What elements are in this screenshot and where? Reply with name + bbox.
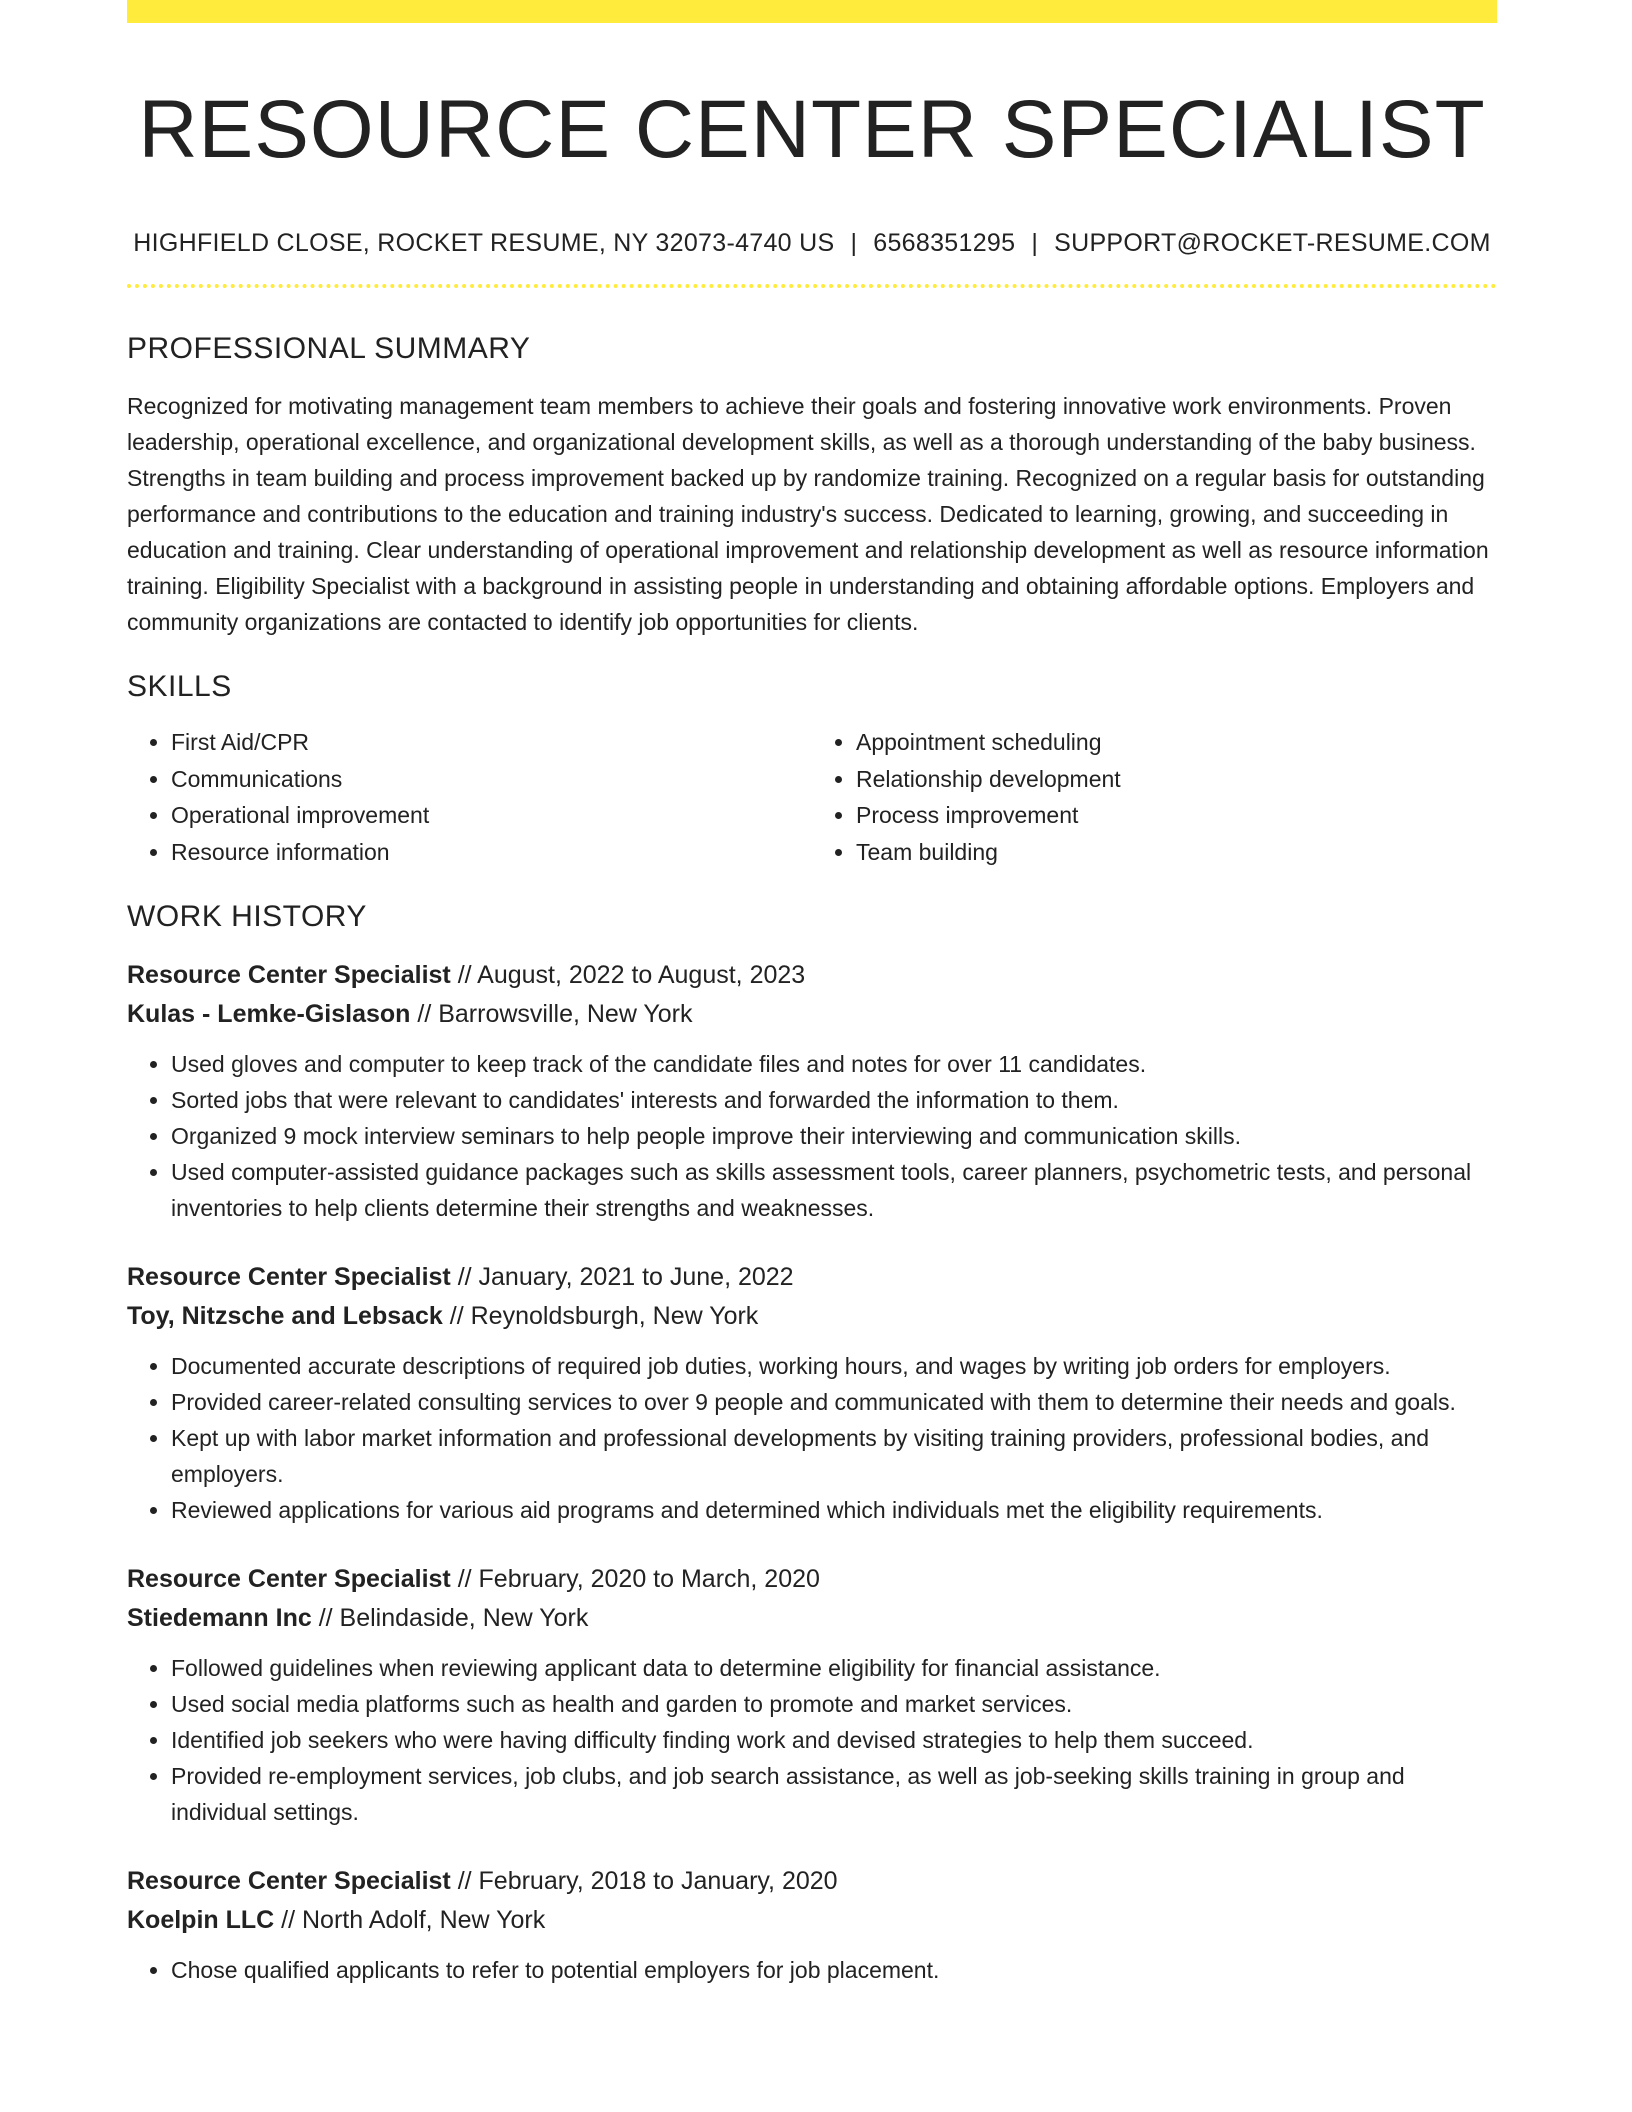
skill-item: • Appointment scheduling [856,724,1497,761]
job-entry [127,1258,1497,1528]
job-bullet: • Reviewed applications for various aid programs and determined which individuals met the eligibility requirements. [171,1492,1497,1528]
job-company: Toy, Nitzsche and Lebsack [127,1302,443,1331]
job-company-line [127,995,1497,1034]
job-bullet: • Used social media platforms such as health and garden to promote and market services. [171,1686,1497,1722]
job-title-line [127,956,1497,995]
skill-item: • Relationship development [856,761,1497,798]
job-title-line [127,1862,1497,1901]
job-location: // North Adolf, New York [274,1906,546,1935]
job-entry [127,1862,1497,1988]
job-dates: // August, 2022 to August, 2023 [450,961,806,990]
job-bullet: • Organized 9 mock interview seminars to help people improve their interviewing and communication skills. [171,1118,1497,1154]
skills-right-column [812,724,1497,870]
job-bullet: • Used computer-assisted guidance packages such as skills assessment tools, career planners, psychometric tests, and personal inventories to help clients determine their strengths and weaknesses. [171,1154,1497,1226]
job-title: Resource Center Specialist [127,1565,451,1594]
job-bullet: • Followed guidelines when reviewing applicant data to determine eligibility for financial assistance. [171,1650,1497,1686]
work-history-heading: WORK HISTORY [127,900,367,934]
job-company: Kulas - Lemke-Gislason [127,1000,411,1029]
skill-item: • Resource information [171,834,812,871]
job-bullets [127,1650,1497,1830]
contact-phone: 6568351295 [873,229,1016,258]
job-entry [127,956,1497,1226]
skill-item: • Operational improvement [171,797,812,834]
job-bullet: • Documented accurate descriptions of required job duties, working hours, and wages by writing job orders for employers. [171,1348,1497,1384]
job-bullet: • Chose qualified applicants to refer to potential employers for job placement. [171,1952,1497,1988]
skill-item: • First Aid/CPR [171,724,812,761]
job-bullet: • Provided career-related consulting services to over 9 people and communicated with them to determine their needs and goals. [171,1384,1497,1420]
resume-page [127,0,1497,1988]
contact-address: HIGHFIELD CLOSE, ROCKET RESUME, NY 32073-4740 US [133,229,835,258]
job-bullet: • Sorted jobs that were relevant to candidates' interests and forwarded the information to them. [171,1082,1497,1118]
job-location: // Reynoldsburgh, New York [442,1302,759,1331]
job-dates: // January, 2021 to June, 2022 [450,1263,794,1292]
job-title-line [127,1258,1497,1297]
job-title: Resource Center Specialist [127,1263,451,1292]
job-entry [127,1560,1497,1830]
job-location: // Barrowsville, New York [410,1000,693,1029]
job-company-line [127,1297,1497,1336]
job-title: Resource Center Specialist [127,1867,451,1896]
job-bullet: • Provided re-employment services, job clubs, and job search assistance, as well as job-seeking skills training in group and individual settings. [171,1758,1497,1830]
job-title-line [127,1560,1497,1599]
summary-heading: PROFESSIONAL SUMMARY [127,332,531,366]
job-location: // Belindaside, New York [311,1604,589,1633]
job-company: Stiedemann Inc [127,1604,312,1633]
contact-line [127,229,1497,258]
job-bullets [127,1348,1497,1528]
resume-title: RESOURCE CENTER SPECIALIST [138,84,1486,175]
accent-top-bar [127,0,1497,23]
job-bullet: • Identified job seekers who were having difficulty finding work and devised strategies to help them succeed. [171,1722,1497,1758]
job-dates: // February, 2018 to January, 2020 [450,1867,838,1896]
contact-email: SUPPORT@ROCKET-RESUME.COM [1054,229,1491,258]
skill-item: • Team building [856,834,1497,871]
job-company: Koelpin LLC [127,1906,275,1935]
job-dates: // February, 2020 to March, 2020 [450,1565,820,1594]
contact-separator: | [1031,229,1039,258]
skills-columns [127,724,1497,870]
dotted-divider [127,284,1497,288]
skills-heading: SKILLS [127,670,232,704]
summary-text: Recognized for motivating management team members to achieve their goals and fostering innovative work environments. Proven leadership, operational excellence, and organizational development skills, as well as a thorough understanding of the baby business. Strengths in team building and process improvement backed up by randomize training. Recognized on a regular basis for outstanding performance and contributions to the education and training industry's success. Dedicated to learning, growing, and succeeding in education and training. Clear understanding of operational improvement and relationship development as well as resource information training. Eligibility Specialist with a background in assisting people in understanding and obtaining affordable options. Employers and community organizations are contacted to identify job opportunities for clients. [127,393,1489,636]
skills-left-column [127,724,812,870]
job-bullet: • Used gloves and computer to keep track of the candidate files and notes for over 11 candidates. [171,1046,1497,1082]
job-bullet: • Kept up with labor market information and professional developments by visiting training providers, professional bodies, and employers. [171,1420,1497,1492]
job-company-line [127,1599,1497,1638]
skill-item: • Process improvement [856,797,1497,834]
contact-separator: | [850,229,858,258]
skill-item: • Communications [171,761,812,798]
job-company-line [127,1901,1497,1940]
job-bullets [127,1046,1497,1226]
job-title: Resource Center Specialist [127,961,451,990]
job-bullets [127,1952,1497,1988]
